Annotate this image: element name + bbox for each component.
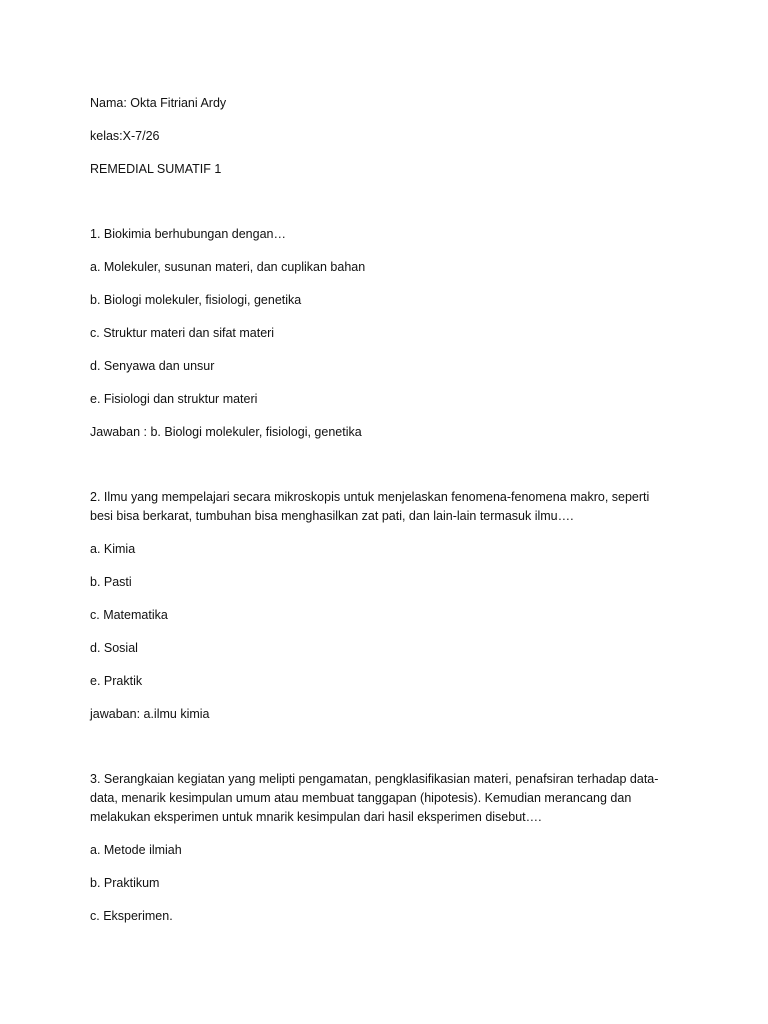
option-b: b. Pasti <box>90 575 132 589</box>
answer-text: jawaban: a.ilmu kimia <box>90 707 210 721</box>
option-e: e. Praktik <box>90 674 143 688</box>
option-e: e. Fisiologi dan struktur materi <box>90 392 258 406</box>
option-d: d. Senyawa dan unsur <box>90 359 215 373</box>
option-d: d. Sosial <box>90 641 138 655</box>
option-b: b. Biologi molekuler, fisiologi, genetika <box>90 293 302 307</box>
question-block-1 <box>90 225 670 442</box>
student-name: Nama: Okta Fitriani Ardy <box>90 96 227 110</box>
spacer <box>90 738 670 770</box>
option-a: a. Metode ilmiah <box>90 843 182 857</box>
option-b: b. Praktikum <box>90 876 160 890</box>
option-c: c. Eksperimen. <box>90 909 173 923</box>
question-text: 1. Biokimia berhubungan dengan… <box>90 227 286 241</box>
question-block-2 <box>90 488 670 724</box>
option-a: a. Molekuler, susunan materi, dan cuplikan bahan <box>90 260 366 274</box>
option-c: c. Struktur materi dan sifat materi <box>90 326 275 340</box>
spacer <box>90 193 670 225</box>
document-title: REMEDIAL SUMATIF 1 <box>90 162 222 176</box>
question-block-3 <box>90 770 670 926</box>
option-c: c. Matematika <box>90 608 168 622</box>
option-a: a. Kimia <box>90 542 136 556</box>
spacer <box>90 456 670 488</box>
student-class: kelas:X-7/26 <box>90 129 160 143</box>
document-page <box>90 94 670 940</box>
answer-text: Jawaban : b. Biologi molekuler, fisiologi, genetika <box>90 425 362 439</box>
question-text: 2. Ilmu yang mempelajari secara mikroskopis untuk menjelaskan fenomena-fenomena makro, seperti besi bisa berkarat, tumbuhan bisa menghasilkan zat pati, dan lain-lain termasuk ilmu…. <box>90 490 650 523</box>
question-text: 3. Serangkaian kegiatan yang melipti pengamatan, pengklasifikasian materi, penafsiran terhadap data-data, menarik kesimpulan umum atau membuat tanggapan (hipotesis). Kemudian merancang dan melakukan eksperimen untuk mnarik kesimpulan dari hasil eksperimen disebut…. <box>90 772 659 824</box>
